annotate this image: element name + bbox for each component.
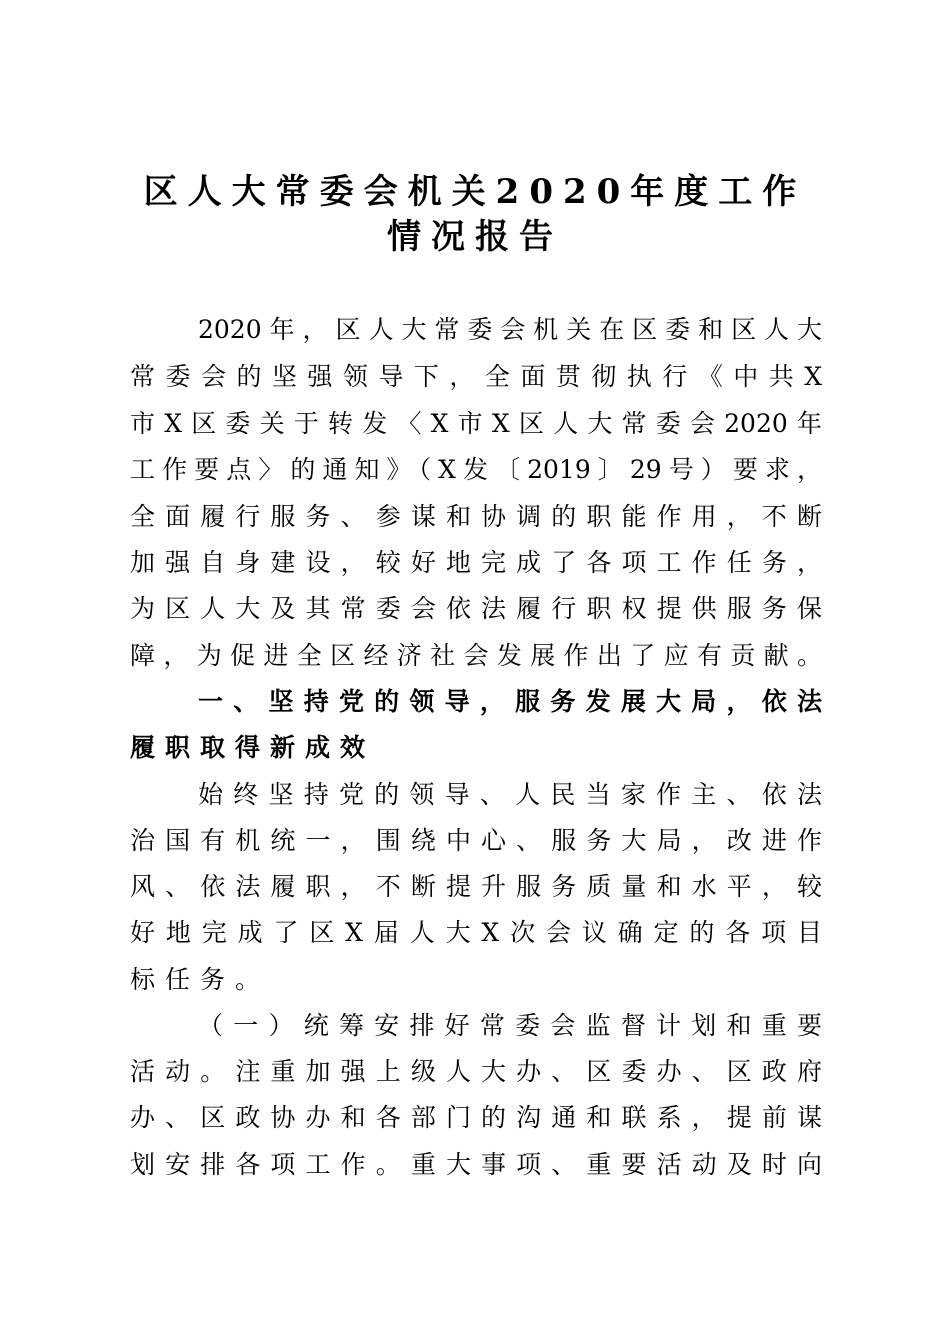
paragraph-3-line-4: 划安排各项工作。重大事项、重要活动及时向: [130, 1150, 822, 1179]
paragraph-1-line-5: 全面履行服务、参谋和协调的职能作用，不断: [130, 502, 822, 531]
document-title-line-1: 区人大常委会机关2020年度工作: [143, 172, 807, 212]
paragraph-1-line-3: 市X区委关于转发〈X市X区人大常委会2020年: [130, 409, 822, 438]
paragraph-3-line-2: 活动。注重加强上级人大办、区委办、区政府: [130, 1057, 822, 1086]
document-title-line-2: 情况报告: [387, 217, 563, 257]
paragraph-3-line-1: （一）统筹安排好常委会监督计划和重要: [198, 1011, 822, 1040]
paragraph-2-line-5: 标任务。: [130, 965, 271, 994]
paragraph-1-line-1: 2020年，区人大常委会机关在区委和区人大: [198, 315, 822, 344]
paragraph-2-line-1: 始终坚持党的领导、人民当家作主、依法: [198, 780, 822, 809]
paragraph-3-line-3: 办、区政协办和各部门的沟通和联系，提前谋: [130, 1103, 822, 1132]
section-heading-1-line-2: 履职取得新成效: [130, 733, 376, 762]
paragraph-1-line-4: 工作要点〉的通知》（X发〔2019〕29号）要求，: [130, 455, 822, 484]
paragraph-2-line-3: 风、依法履职，不断提升服务质量和水平，较: [130, 872, 822, 901]
paragraph-1-line-7: 为区人大及其常委会依法履行职权提供服务保: [130, 594, 822, 623]
paragraph-1-line-8: 障，为促进全区经济社会发展作出了应有贡献。: [130, 641, 822, 670]
section-heading-1-line-1: 一、坚持党的领导，服务发展大局，依法: [198, 687, 822, 716]
paragraph-1-line-6: 加强自身建设，较好地完成了各项工作任务，: [130, 548, 822, 577]
paragraph-2-line-4: 好地完成了区X届人大X次会议确定的各项目: [130, 918, 822, 947]
paragraph-1-line-2: 常委会的坚强领导下，全面贯彻执行《中共X: [130, 362, 822, 391]
paragraph-2-line-2: 治国有机统一，围绕中心、服务大局，改进作: [130, 826, 822, 855]
